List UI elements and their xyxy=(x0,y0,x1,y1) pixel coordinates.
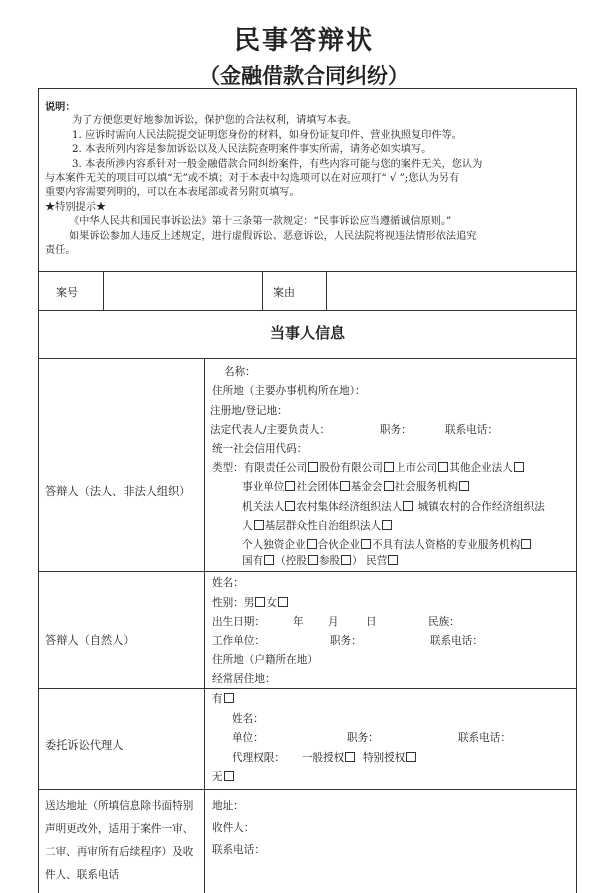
type-option-label: 国有 xyxy=(242,555,264,567)
agent-name: 姓名： xyxy=(232,713,264,725)
org-type-line xyxy=(242,518,393,533)
checkbox[interactable] xyxy=(264,555,274,565)
type-option-label: 社会团体 xyxy=(296,481,339,493)
document-subtitle: （金融借款合同纠纷） xyxy=(199,63,409,88)
checkbox[interactable] xyxy=(438,462,448,472)
field-name: 名称： xyxy=(224,366,256,378)
service-recipient-field: 收件人： xyxy=(212,822,255,834)
case-cause-label: 案由 xyxy=(273,286,295,299)
field-day: 日 xyxy=(366,616,377,628)
checkbox[interactable] xyxy=(384,481,394,491)
org-type-line xyxy=(242,479,470,494)
instructions-line: 与本案件无关的项目可以填“无”或不填；对于本表中勾选项可以在对应项打“ √ ”;您认为另有 xyxy=(45,173,460,185)
instructions-line: 如果诉讼参加人违反上述规定，进行虚假诉讼、恶意诉讼，人民法院将视违法情形依法追究 xyxy=(69,230,477,242)
field-reg-place: 注册地/登记地： xyxy=(210,405,288,417)
service-label-line: 声明更改外，适用于案件一审、 xyxy=(45,823,194,835)
type-option-label: 其他企业法人 xyxy=(449,462,513,474)
checkbox[interactable] xyxy=(521,539,531,549)
field-birth-date: 出生日期： xyxy=(212,616,265,628)
checkbox[interactable] xyxy=(459,481,469,491)
field-name: 姓名： xyxy=(212,577,244,589)
instructions-line: 3. 本表所涉内容系针对一般金融借款合同纠纷案件，有些内容可能与您的案件无关，您认为 xyxy=(72,158,483,170)
checkbox[interactable] xyxy=(382,520,392,530)
org-type-line xyxy=(242,553,399,568)
checkbox[interactable] xyxy=(340,481,350,491)
checkbox[interactable] xyxy=(384,462,394,472)
field-year: 年 xyxy=(293,616,304,628)
instructions-line: 重要内容需要列明的，可以在本表尾部或者另附页填写。 xyxy=(45,187,300,199)
legal-person-label: 答辩人（法人、非法人组织） xyxy=(45,485,191,498)
authority-label: 代理权限： xyxy=(232,752,285,764)
agent-no-label: 无 xyxy=(212,771,223,783)
checkbox[interactable] xyxy=(224,771,234,781)
divider xyxy=(38,310,577,311)
type-option-label: 社会服务机构 xyxy=(394,481,459,493)
instructions-line: 2. 本表所列内容是参加诉讼以及人民法院查明案件事实所需，请务必如实填写。 xyxy=(72,144,432,156)
divider xyxy=(103,271,104,310)
org-type-line xyxy=(242,537,532,552)
service-phone-field: 联系电话： xyxy=(212,844,265,856)
divider xyxy=(38,688,577,689)
type-option-label: 事业单位 xyxy=(242,481,285,493)
gender-female-label: 女 xyxy=(266,597,277,609)
type-option-label: 合伙企业 xyxy=(317,539,360,551)
checkbox[interactable] xyxy=(308,462,318,472)
org-type-line xyxy=(242,499,545,514)
instructions-line: 1. 应诉时需向人民法院提交证明您身份的材料，如身份证复印件、营业执照复印件等。 xyxy=(72,129,462,141)
divider xyxy=(38,358,577,359)
checkbox[interactable] xyxy=(406,752,416,762)
divider xyxy=(38,571,577,572)
agent-unit: 单位： xyxy=(232,732,264,744)
divider xyxy=(38,271,577,272)
agent-yes-label: 有 xyxy=(212,693,223,705)
instructions-line: 为了方便您更好地参加诉讼，保护您的合法权利，请填写本表。 xyxy=(72,115,358,127)
type-option-label: 股份有限公司 xyxy=(319,462,383,474)
divider xyxy=(262,271,263,310)
type-option-label: 类型：有限责任公司 xyxy=(212,462,308,474)
agent-phone: 联系电话： xyxy=(458,732,511,744)
field-ethnicity: 民族： xyxy=(428,616,460,628)
field-residence: 经常居住地： xyxy=(212,673,276,685)
service-label-line: 二审、再审所有后续程序）及收 xyxy=(45,846,194,858)
agent-label: 委托诉讼代理人 xyxy=(45,739,124,752)
field-domicile: 住所地（户籍所在地） xyxy=(212,654,318,666)
type-option-label: 机关法人 xyxy=(242,501,285,513)
type-option-label: 参股 xyxy=(318,555,341,567)
case-number-label: 案号 xyxy=(56,286,78,299)
special-authority-label: 特别授权 xyxy=(362,752,406,764)
checkbox[interactable] xyxy=(341,555,351,565)
checkbox[interactable] xyxy=(514,462,524,472)
type-option-label: 基金会 xyxy=(350,481,383,493)
field-phone: 联系电话： xyxy=(430,635,483,647)
party-info-title: 当事人信息 xyxy=(269,324,345,342)
service-label-line: 送达地址（所填信息除书面特别 xyxy=(45,800,194,812)
checkbox[interactable] xyxy=(307,539,317,549)
checkbox[interactable] xyxy=(255,597,265,607)
field-address: 住所地（主要办事机构所在地）： xyxy=(212,385,366,397)
agent-post: 职务： xyxy=(347,732,379,744)
agent-no xyxy=(212,769,235,784)
type-option-label: 基层群众性自治组织法人 xyxy=(264,520,382,532)
field-gender xyxy=(212,595,289,610)
service-label-line: 件人、联系电话 xyxy=(45,869,120,881)
divider xyxy=(204,358,205,893)
instructions-line: 责任。 xyxy=(45,245,76,257)
type-option-label: 城镇农村的合作经济组织法 xyxy=(417,501,545,513)
service-address-field: 地址： xyxy=(212,800,244,812)
divider xyxy=(38,789,577,790)
agent-authority xyxy=(232,750,417,765)
checkbox[interactable] xyxy=(285,481,295,491)
type-option-label: （控股 xyxy=(275,555,307,567)
field-representative: 法定代表人/主要负责人： xyxy=(210,424,331,436)
type-option-label: 不具有法人资格的专业服务机构 xyxy=(371,539,521,551)
type-option-label: ） 民营 xyxy=(352,555,388,567)
type-option-label: 农村集体经济组织法人 xyxy=(296,501,403,513)
checkbox[interactable] xyxy=(345,752,355,762)
type-option-label: 上市公司 xyxy=(394,462,438,474)
field-post: 职务： xyxy=(330,635,362,647)
service-address-label xyxy=(45,795,193,887)
org-type-line xyxy=(212,460,525,475)
agent-yes xyxy=(212,691,235,706)
instructions-line: 《中华人民共和国民事诉讼法》第十三条第一款规定：“民事诉讼应当遵循诚信原则。” xyxy=(69,216,452,228)
checkbox[interactable] xyxy=(254,520,264,530)
field-credit-code: 统一社会信用代码： xyxy=(212,443,308,455)
type-option-label: 个人独资企业 xyxy=(242,539,306,551)
general-authority-label: 一般授权 xyxy=(301,752,345,764)
gender-male-label: 性别：男 xyxy=(212,597,255,609)
instructions-block xyxy=(45,100,570,258)
checkbox[interactable] xyxy=(388,555,398,565)
divider xyxy=(326,271,327,310)
natural-person-label: 答辩人（自然人） xyxy=(45,634,135,647)
checkbox[interactable] xyxy=(361,539,371,549)
special-notice-heading: ★特别提示★ xyxy=(45,201,107,213)
field-month: 月 xyxy=(328,616,339,628)
instructions-heading: 说明： xyxy=(45,101,76,113)
checkbox[interactable] xyxy=(285,501,295,511)
field-rep-post: 职务： xyxy=(380,424,412,436)
document-title: 民事答辩状 xyxy=(233,26,374,56)
checkbox[interactable] xyxy=(403,501,413,511)
checkbox[interactable] xyxy=(278,597,288,607)
checkbox[interactable] xyxy=(224,693,234,703)
type-option-label: 人 xyxy=(242,520,253,532)
checkbox[interactable] xyxy=(308,555,318,565)
field-work-unit: 工作单位： xyxy=(212,635,265,647)
field-rep-phone: 联系电话： xyxy=(445,424,498,436)
